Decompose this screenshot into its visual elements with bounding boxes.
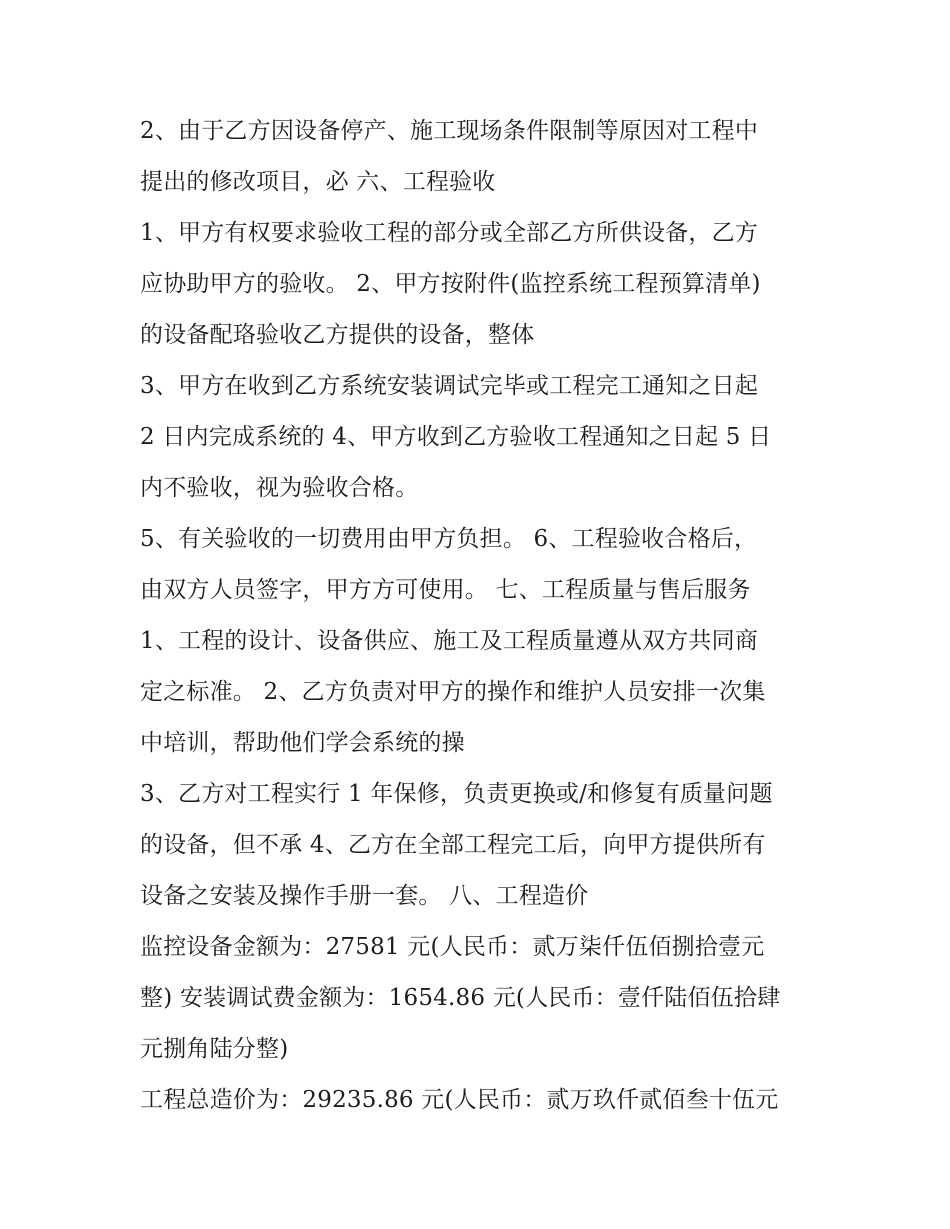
text-line: 提出的修改项目，必 六、工程验收	[140, 169, 496, 195]
text-line: 内不验收，视为验收合格。	[140, 475, 419, 501]
text-line: 由双方人员签字，甲方方可使用。 七、工程质量与售后服务	[140, 577, 751, 603]
text-line: 应协助甲方的验收。 2、甲方按附件(监控系统工程预算清单)	[140, 271, 761, 297]
document-body	[140, 106, 820, 1126]
text-line: 定之标准。 2、乙方负责对甲方的操作和维护人员安排一次集	[140, 679, 766, 705]
text-line: 工程总造价为：29235.86 元(人民币：贰万玖仟贰佰叁十伍元	[140, 1087, 779, 1113]
text-line: 整) 安装调试费金额为：1654.86 元(人民币：壹仟陆佰伍拾肆	[140, 985, 781, 1011]
text-line: 2 日内完成系统的 4、甲方收到乙方验收工程通知之日起 5 日	[140, 424, 772, 450]
text-line: 1、工程的设计、设备供应、施工及工程质量遵从双方共同商	[140, 628, 759, 654]
text-line: 2、由于乙方因设备停产、施工现场条件限制等原因对工程中	[140, 118, 759, 144]
text-line: 的设备，但不承 4、乙方在全部工程完工后，向甲方提供所有	[140, 832, 766, 858]
text-line: 1、甲方有权要求验收工程的部分或全部乙方所供设备，乙方	[140, 220, 759, 246]
text-line: 3、甲方在收到乙方系统安装调试完毕或工程完工通知之日起	[140, 373, 759, 399]
text-line: 5、有关验收的一切费用由甲方负担。 6、工程验收合格后，	[140, 526, 758, 552]
text-line: 的设备配珞验收乙方提供的设备，整体	[140, 322, 535, 348]
text-line: 监控设备金额为：27581 元(人民币：贰万柒仟伍佰捌拾壹元	[140, 934, 765, 960]
text-line: 设备之安装及操作手册一套。 八、工程造价	[140, 883, 589, 909]
text-line: 3、乙方对工程实行 1 年保修，负责更换或/和修复有质量问题	[140, 781, 773, 807]
text-line: 元捌角陆分整)	[140, 1036, 289, 1062]
text-line: 中培训，帮助他们学会系统的操	[140, 730, 465, 756]
